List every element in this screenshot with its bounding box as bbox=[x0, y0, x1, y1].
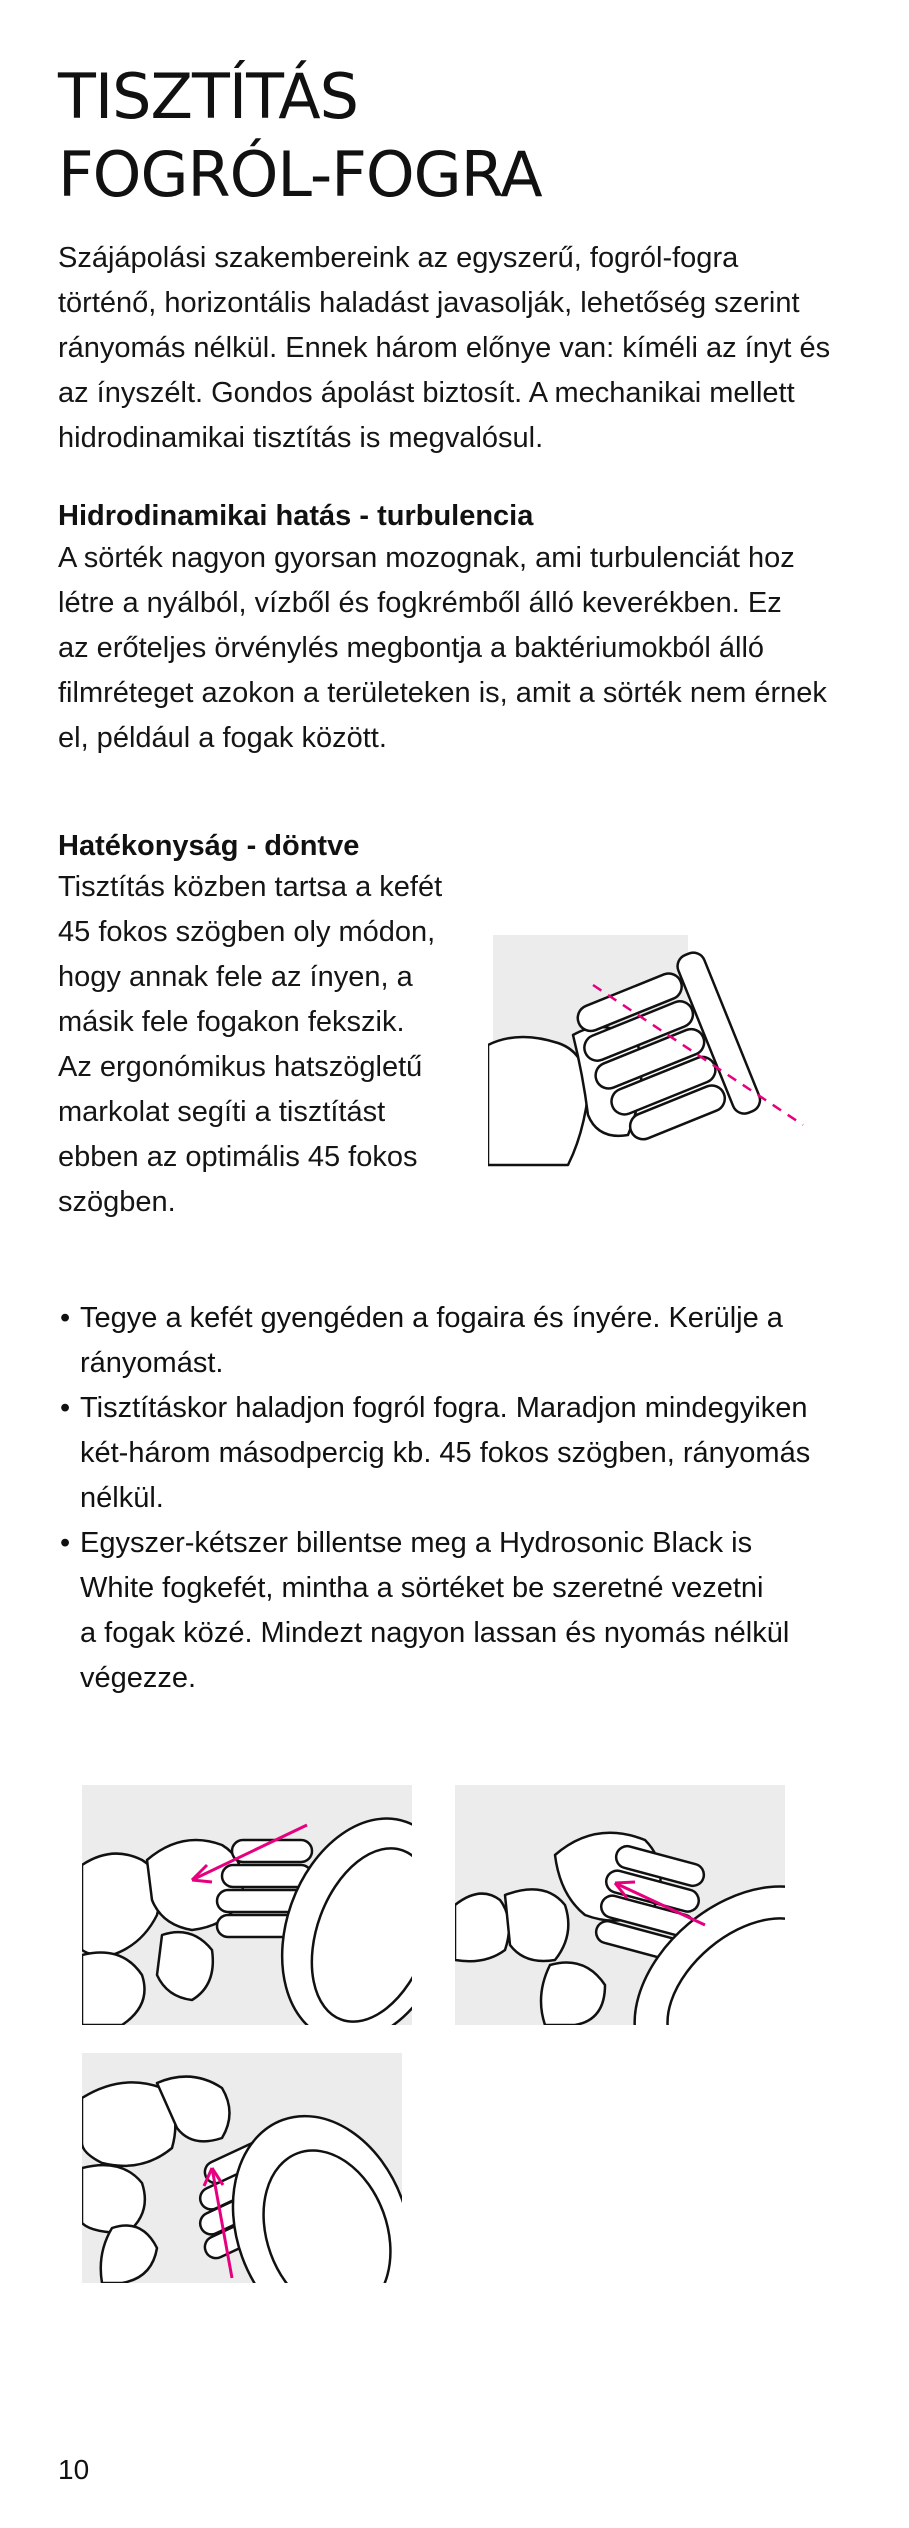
hydrodynamic-paragraph bbox=[58, 536, 858, 761]
text-line: az ínyszélt. Gondos ápolást biztosít. A mechanikai mellett bbox=[58, 377, 795, 409]
text-line: történő, horizontális haladást javasolják, lehetőség szerint bbox=[58, 287, 800, 319]
text-line: rányomás nélkül. Ennek három előnye van: kíméli az ínyt és bbox=[58, 332, 831, 364]
title-line-2: FOGRÓL-FOGRA bbox=[58, 138, 542, 211]
text-line: Tisztítás közben tartsa a kefét bbox=[58, 871, 443, 903]
instruction-list bbox=[58, 1296, 858, 1701]
tooth-shape bbox=[82, 2165, 145, 2233]
section-heading-hydrodynamic: Hidrodinamikai hatás - turbulencia bbox=[58, 500, 534, 532]
text-line: filmréteget azokon a területeken is, amit a sörték nem érnek bbox=[58, 677, 827, 709]
text-line: létre a nyálból, vízből és fogkrémből álló keverékben. Ez bbox=[58, 587, 782, 619]
text-line: Az ergonómikus hatszögletű bbox=[58, 1051, 423, 1083]
text-line: másik fele fogakon fekszik. bbox=[58, 1006, 405, 1038]
text-line: • Tisztításkor haladjon fogról fogra. Maradjon mindegyiken bbox=[80, 1392, 808, 1424]
text-line: végezze. bbox=[80, 1662, 197, 1694]
efficiency-paragraph bbox=[58, 865, 478, 1225]
text-line: el, például a fogak között. bbox=[58, 722, 387, 754]
text-line: két-három másodpercig kb. 45 fokos szögben, rányomás bbox=[80, 1437, 811, 1469]
text-line: szögben. bbox=[58, 1186, 176, 1218]
text-line: 45 fokos szögben oly módon, bbox=[58, 916, 436, 948]
tooth-shape bbox=[488, 1037, 588, 1165]
text-line: A sörték nagyon gyorsan mozognak, ami turbulenciát hoz bbox=[58, 542, 795, 574]
brushing-step-3-illustration bbox=[82, 2053, 402, 2283]
brushing-step-1-illustration bbox=[82, 1785, 412, 2025]
intro-paragraph bbox=[58, 236, 858, 461]
tooth-shape bbox=[455, 1894, 509, 1962]
text-line: Szájápolási szakembereink az egyszerű, fogról-fogra bbox=[58, 242, 739, 274]
text-line: rányomást. bbox=[80, 1347, 224, 1379]
bristle-tuft bbox=[222, 1865, 312, 1887]
text-line: a fogak közé. Mindezt nagyon lassan és nyomás nélkül bbox=[80, 1617, 790, 1649]
text-line: ebben az optimális 45 fokos bbox=[58, 1141, 418, 1173]
list-item bbox=[58, 1521, 858, 1701]
text-line: White fogkefét, mintha a sörtéket be szeretné vezetni bbox=[80, 1572, 764, 1604]
text-line: • Egyszer-kétszer billentse meg a Hydrosonic Black is bbox=[80, 1527, 753, 1559]
section-heading-efficiency: Hatékonyság - döntve bbox=[58, 830, 360, 862]
list-item bbox=[58, 1296, 858, 1386]
text-line: hidrodinamikai tisztítás is megvalósul. bbox=[58, 422, 544, 454]
brushing-step-2-illustration bbox=[455, 1785, 785, 2025]
text-line: hogy annak fele az ínyen, a bbox=[58, 961, 413, 993]
title-line-1: TISZTÍTÁS bbox=[58, 60, 358, 133]
page-number: 10 bbox=[58, 2454, 90, 2485]
brush-45-degree-illustration bbox=[488, 935, 818, 1175]
text-line: • Tegye a kefét gyengéden a fogaira és ínyére. Kerülje a bbox=[80, 1302, 783, 1334]
text-line: az erőteljes örvénylés megbontja a baktériumokból álló bbox=[58, 632, 765, 664]
text-line: nélkül. bbox=[80, 1482, 164, 1514]
text-line: markolat segíti a tisztítást bbox=[58, 1096, 386, 1128]
tooth-shape bbox=[505, 1889, 568, 1961]
list-item bbox=[58, 1386, 858, 1521]
page-title bbox=[58, 58, 542, 214]
